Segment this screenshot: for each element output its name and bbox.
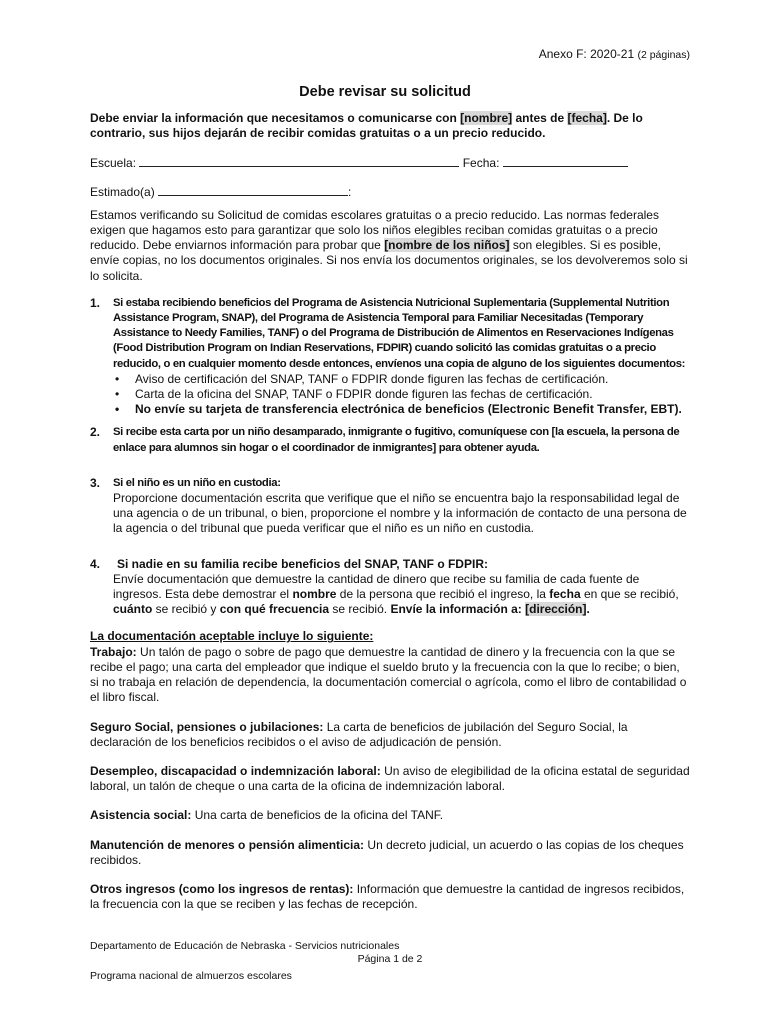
bullet-1 <box>113 372 690 387</box>
work-label: Trabajo: <box>90 644 137 659</box>
school-blank[interactable] <box>139 155 459 167</box>
item-3-number: 3. <box>90 475 101 490</box>
work-text: Un talón de pago o sobre de pago que demuestre la cantidad de dinero y la frecuencia con la que se recibe el pago; una carta del empleador que indique el sueldo bruto y la frecuencia con la que lo recibe; o bien, si no trabaja en relación de dependencia, la documentación comercial o agrícola, como el libro de contabilidad o el libro fiscal. <box>90 644 687 705</box>
children-placeholder: [nombre de los niños] <box>384 238 510 253</box>
annex-pages: (2 páginas) <box>637 49 690 61</box>
item-3-body: Proporcione documentación escrita que verifique que el niño se encuentra bajo la responsabilidad legal de una agencia o de un tribunal, o bien, proporcione el nombre y la información de contacto de una persona de la agencia o del tribunal que pueda verificar que el niño es un niño en custodia. <box>113 491 687 536</box>
item-4-text-b: de la persona que recibió el ingreso, la <box>336 587 550 602</box>
bullet-dot-icon: • <box>115 371 120 386</box>
docs-child-support <box>90 838 690 868</box>
school-label: Escuela: <box>90 156 137 171</box>
school-date-row <box>90 155 690 171</box>
item-4-text-e: se recibió. <box>329 602 391 617</box>
item-4-nombre: nombre <box>292 587 337 602</box>
bullet-2 <box>113 387 690 402</box>
docs-other-income <box>90 882 690 912</box>
docs-social-assistance <box>90 808 690 823</box>
intro-text-a: Debe enviar la información que necesitamos o comunicarse con <box>90 111 461 125</box>
item-1-bullets <box>113 372 690 418</box>
bullet-dot-icon: • <box>115 402 120 417</box>
para1-text-a: Estamos verificando su Solicitud de comidas escolares gratuitas o a precio reducido. Las normas federales exigen que hagamos esto para garantizar que solo los niños elegibles reciban comidas gratuitas o a precio reducido. Debe enviarnos información para probar que <box>90 207 659 253</box>
letter-body <box>90 111 690 912</box>
item-2 <box>90 425 690 455</box>
item-4-body <box>113 572 690 618</box>
item-4 <box>90 557 690 618</box>
docs-unemployment <box>90 764 690 794</box>
item-4-text-a: Envíe documentación que demuestre la cantidad de dinero que recibe su familia de cada fuente de ingresos. Esta debe demostrar el <box>113 571 640 602</box>
annex-label <box>539 47 690 61</box>
date-placeholder: [fecha] <box>567 111 607 125</box>
social-label: Asistencia social: <box>90 808 192 823</box>
docs-social-security <box>90 720 690 750</box>
verification-paragraph <box>90 208 690 284</box>
ss-label: Seguro Social, pensiones o jubilaciones: <box>90 719 324 734</box>
item-4-text-c: en que se recibió, <box>580 587 679 602</box>
para1-text-b: son elegibles. Si es posible, envíe copias, no los documentos originales. Si nos envía los documentos originales, se los devolveremos solo si lo solicita. <box>90 238 688 283</box>
intro-text-b: antes de <box>512 111 568 125</box>
date-blank[interactable] <box>503 155 628 167</box>
social-text: Una carta de beneficios de la oficina del TANF. <box>191 808 444 823</box>
bullet-2-text: Carta de la oficina del SNAP, TANF o FDPIR donde figuren las fechas de certificación. <box>135 387 593 402</box>
footer-program: Programa nacional de almuerzos escolares <box>90 970 292 982</box>
page-footer <box>90 940 690 983</box>
dear-label: Estimado(a) <box>90 184 155 199</box>
bullet-3-text: No envíe su tarjeta de transferencia electrónica de beneficios (Electronic Benefit Transfer, EBT). <box>135 402 682 417</box>
intro-text-c: . De lo contrario, sus hijos dejarán de recibir comidas gratuitas o a un precio reducido. <box>90 111 643 141</box>
child-label: Manutención de menores o pensión alimenticia: <box>90 837 365 852</box>
item-4-fecha: fecha <box>549 587 581 602</box>
footer-page-number: Página 1 de 2 <box>357 953 423 965</box>
item-1-number: 1. <box>90 295 101 310</box>
other-text: Información que demuestre la cantidad de ingresos recibidos, la frecuencia con la que se reciben y las fechas de recepción. <box>90 881 685 912</box>
child-text: Un decreto judicial, un acuerdo o las copias de los cheques recibidos. <box>90 837 684 867</box>
item-4-number: 4. <box>90 556 101 571</box>
intro-notice <box>90 111 690 141</box>
bullet-1-text: Aviso de certificación del SNAP, TANF o FDPIR donde figuren las fechas de certificación. <box>135 371 609 386</box>
address-placeholder: [dirección] <box>525 602 587 617</box>
item-4-frecuencia: con qué frecuencia <box>219 602 330 617</box>
dear-colon: : <box>348 184 352 199</box>
item-4-text-d: se recibió y <box>152 602 220 617</box>
docs-heading-text: La documentación aceptable incluye lo siguiente: <box>90 629 374 644</box>
unemp-text: Un aviso de elegibilidad de la oficina estatal de seguridad laboral, un talón de cheque o una carta de la oficina de indemnización laboral. <box>90 763 690 794</box>
page-title: Debe revisar su solicitud <box>299 84 471 100</box>
item-4-send: Envíe la información a: <box>390 602 526 617</box>
bullet-3 <box>113 402 690 417</box>
item-3 <box>90 476 690 537</box>
item-4-end: . <box>586 602 590 617</box>
date-label: Fecha: <box>462 156 500 171</box>
ss-text: La carta de beneficios de jubilación del Seguro Social, la declaración de los beneficios recibidos o el aviso de adjudicación de pensión. <box>90 719 628 749</box>
item-3-heading: Si el niño es un niño en custodia: <box>113 476 281 489</box>
other-label: Otros ingresos (como los ingresos de rentas): <box>90 881 354 896</box>
unemp-label: Desempleo, discapacidad o indemnización laboral: <box>90 763 381 778</box>
annex-year: Anexo F: 2020-21 <box>538 47 635 61</box>
item-2-number: 2. <box>90 425 101 440</box>
docs-work <box>90 645 690 706</box>
item-1 <box>90 296 690 418</box>
docs-heading <box>90 629 690 644</box>
item-4-cuanto: cuánto <box>113 602 153 617</box>
footer-department: Departamento de Educación de Nebraska - Servicios nutricionales <box>90 940 400 952</box>
name-placeholder: [nombre] <box>460 111 513 125</box>
salutation-row <box>90 184 690 200</box>
item-4-heading: Si nadie en su familia recibe beneficios del SNAP, TANF o FDPIR: <box>117 556 488 571</box>
bullet-dot-icon: • <box>115 387 120 402</box>
item-2-text: Si recibe esta carta por un niño desamparado, inmigrante o fugitivo, comuníquese con [la escuela, la persona de enlace para alumnos sin hogar o el coordinador de inmigrantes] para obtener ayuda. <box>113 426 680 454</box>
item-1-text: Si estaba recibiendo beneficios del Programa de Asistencia Nutricional Suplementaria (Supplemental Nutrition Assistance Program, SNAP), del Programa de Asistencia Temporal para Familiar Necesitadas (Temporary Assistance to Needy Families, TANF) o del Programa de Distribución de Alimentos en Reservaciones Indígenas (Food Distribution Program on Indian Reservations, FDPIR) cuando solicitó las comidas gratuitas o a precio reducido, o en cualquier momento desde entonces, envíenos una copia de alguno de los siguientes documentos: <box>113 296 686 370</box>
recipient-blank[interactable] <box>158 184 348 196</box>
